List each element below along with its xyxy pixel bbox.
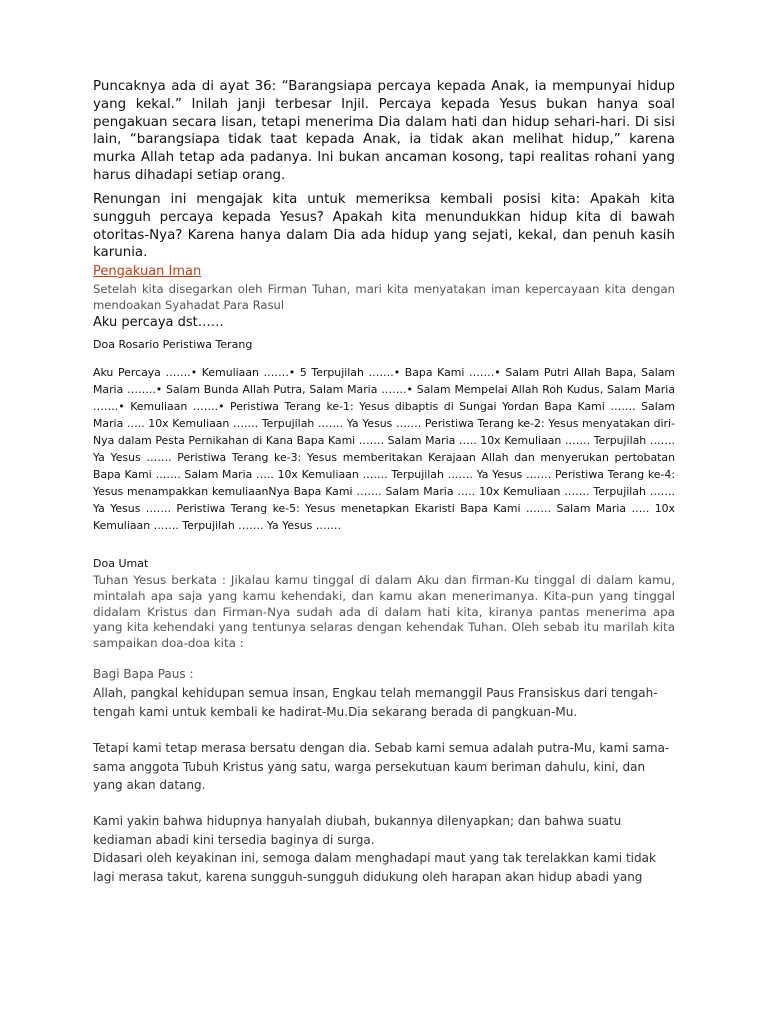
heading-pengakuan-iman: Pengakuan Iman [93,264,202,279]
bapa-paus-paragraph-4: Didasari oleh keyakinan ini, semoga dalam menghadapi maut yang tak terelakkan kami tidak lagi merasa takut, karena sungguh-sungguh didukung oleh harapan akan hidup abadi yang [93,851,656,884]
paragraph-renungan: Renungan ini mengajak kita untuk memeriksa kembali posisi kita: Apakah kita sungguh percaya kepada Yesus? Apakah kita menundukkan hidup kita di bawah otoritas-Nya? Karena hanya dalam Dia ada hidup yang sejati, kekal, dan penuh kasih karunia. [93,192,675,261]
doa-umat-intro: Tuhan Yesus berkata : Jikalau kamu tinggal di dalam Aku dan firman-Ku tinggal di dalam kamu, mintalah apa saja yang kamu kehendaki, dan kamu akan menerimanya. Kita-pun yang tinggal didalam Kristus dan Firman-Nya sudah ada di dalam hati kita, kiranya pantas menerima apa yang kita kehendaki yang tentunya selaras dengan kehendak Tuhan. Oleh sebab itu marilah kita sampaikan doa-doa kita : [93,573,675,651]
bapa-paus-paragraph-3: Kami yakin bahwa hidupnya hanyalah diubah, bukannya dilenyapkan; dan bahwa suatu kediaman abadi kini tersedia baginya di surga. [93,814,622,847]
bapa-paus-paragraph-2: Tetapi kami tetap merasa bersatu dengan dia. Sebab kami semua adalah putra-Mu, kami sama-sama anggota Tubuh Kristus yang satu, warga persekutuan kaum beriman dahulu, kini, dan yang akan datang. [93,741,670,792]
doa-rosario-title: Doa Rosario Peristiwa Terang [93,338,253,351]
pengakuan-iman-intro: Setelah kita disegarkan oleh Firman Tuhan, mari kita menyatakan iman kepercayaan kita dengan mendoakan Syahadat Para Rasul [93,282,675,312]
paragraph-puncaknya: Puncaknya ada di ayat 36: “Barangsiapa percaya kepada Anak, ia mempunyai hidup yang kekal.” Inilah janji terbesar Injil. Percaya kepada Yesus bukan hanya soal pengakuan secara lisan, tetapi menerima Dia dalam hati dan hidup sehari-hari. Di sisi lain, “barangsiapa tidak taat kepada Anak, ia tidak akan melihat hidup,” karena murka Allah tetap ada padanya. Ini bukan ancaman kosong, tapi realitas rohani yang harus dihadapi setiap orang. [93,79,675,183]
doa-umat-title: Doa Umat [93,557,149,570]
bapa-paus-paragraph-1: Allah, pangkal kehidupan semua insan, Engkau telah memanggil Paus Fransiskus dari tengah-tengah kami untuk kembali ke hadirat-Mu.Dia sekarang berada di pangkuan-Mu. [93,686,658,719]
bapa-paus-title: Bagi Bapa Paus : [93,667,194,681]
doa-rosario-text: Aku Percaya …….• Kemuliaan …….• 5 Terpujilah …….• Bapa Kami …….• Salam Putri Allah Bapa, Salam Maria ……..• Salam Bunda Allah Putra, Salam Maria …….• Salam Mempelai Allah Roh Kudus, Salam Maria …….• Kemuliaan …….• Peristiwa Terang ke-1: Yesus dibaptis di Sungai Yordan Bapa Kami ……. Salam Maria ….. 10x Kemuliaan ……. Terpujilah ……. Ya Yesus ……. Peristiwa Terang ke-2: Yesus menyatakan diri-Nya dalam Pesta Pernikahan di Kana Bapa Kami ……. Salam Maria ….. 10x Kemuliaan ……. Terpujilah ……. Ya Yesus ……. Peristiwa Terang ke-3: Yesus memberitakan Kerajaan Allah dan menyerukan pertobatan Bapa Kami ……. Salam Maria ….. 10x Kemuliaan ……. Terpujilah ……. Ya Yesus ……. Peristiwa Terang ke-4: Yesus menampakkan kemuliaanNya Bapa Kami ……. Salam Maria ….. 10x Kemuliaan ……. Terpujilah ……. Ya Yesus ……. Peristiwa Terang ke-5: Yesus menetapkan Ekaristi Bapa Kami ……. Salam Maria ….. 10x Kemuliaan ……. Terpujilah ……. Ya Yesus ……. [93,366,675,532]
aku-percaya-line: Aku percaya dst…… [93,315,224,330]
